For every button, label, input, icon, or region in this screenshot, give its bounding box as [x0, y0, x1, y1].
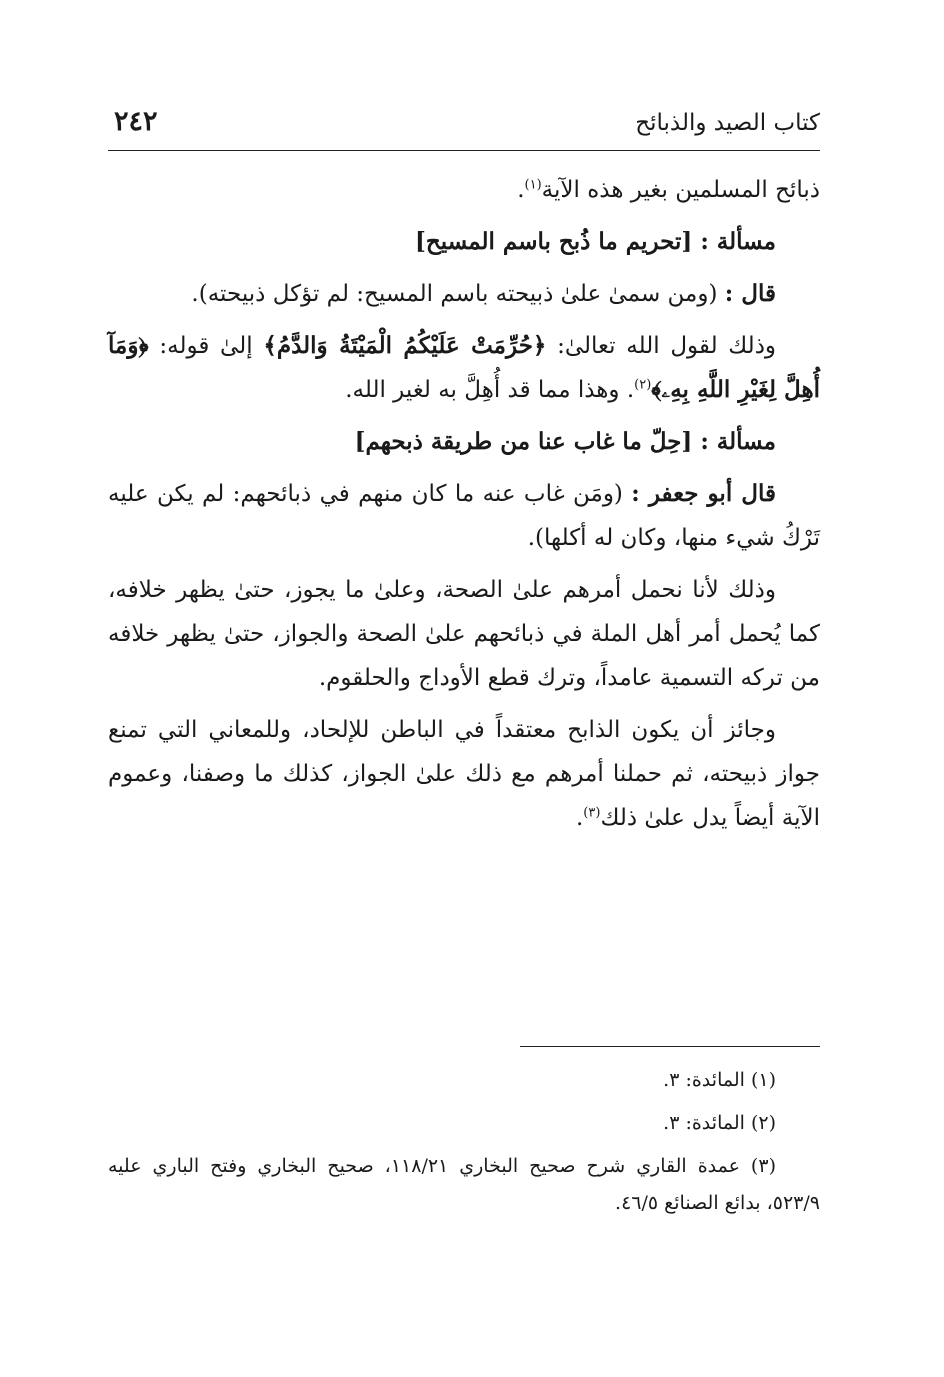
- book-page: [108, 0, 820, 1377]
- issue-label: مسألة :: [700, 428, 776, 455]
- issue-label: مسألة :: [700, 228, 776, 255]
- footnote-1: (١) المائدة: ٣.: [663, 1069, 776, 1091]
- running-title: كتاب الصيد والذبائح: [635, 110, 820, 136]
- footnotes: [108, 1062, 820, 1228]
- paragraph-quran-evidence: وذلك لقول الله تعالىٰ: ﴿حُرِّمَتْ عَلَيْكُمُ الْمَيْتَةُ وَالدَّمُ﴾ إلىٰ قوله: ﴿وَمَآ أُهِلَّ لِغَيْرِ اللَّهِ بِهِۦ﴾$^{(٢)}$. وهذا مما قد أُهِلَّ به لغير الله.: [108, 332, 820, 403]
- footnote-ref-1[interactable]: (١): [524, 177, 542, 193]
- quran-verse-1: ﴿حُرِّمَتْ عَلَيْكُمُ الْمَيْتَةُ وَالدَّمُ﴾: [263, 332, 547, 359]
- speaker-label: قال أبو جعفر :: [631, 480, 776, 507]
- paragraph-continuation: ذبائح المسلمين بغير هذه الآية$^{(١)}$.: [517, 177, 820, 203]
- page-header: [108, 104, 820, 151]
- footnote-ref-3[interactable]: (٣): [583, 805, 601, 821]
- issue-heading-2: [108, 420, 820, 464]
- quran-verse-2: ﴿وَمَآ أُهِلَّ لِغَيْرِ اللَّهِ بِهِۦ﴾: [108, 332, 820, 403]
- main-text: [108, 168, 820, 848]
- issue-title: [تحريم ما ذُبح باسم المسيح]: [415, 228, 693, 255]
- paragraph-explanation-1: وذلك لأنا نحمل أمرهم علىٰ الصحة، وعلىٰ ما يجوز، حتىٰ يظهر خلافه، كما يُحمل أمر أهل الملة في ذبائحهم علىٰ الصحة والجواز، حتىٰ يظهر خلافه من تركه التسمية عامداً، وترك قطع الأوداج والحلقوم.: [108, 577, 820, 691]
- page-number: ٢٤٢: [114, 106, 158, 137]
- issue-heading-1: [108, 220, 820, 264]
- paragraph-explanation-2: وجائز أن يكون الذابح معتقداً في الباطن للإلحاد، وللمعاني التي تمنع جواز ذبيحته، ثم حملنا أمرهم مع ذلك علىٰ الجواز، كذلك ما وصفنا، وعموم الآية أيضاً يدل علىٰ ذلك$^{(٣)}$.: [108, 717, 820, 831]
- paragraph-statement-2: قال أبو جعفر : (ومَن غاب عنه ما كان منهم في ذبائحهم: لم يكن عليه تَرْكُ شيء منها، وكان له أكلها).: [108, 480, 820, 551]
- footnote-3: (٣) عمدة القاري شرح صحيح البخاري ١١٨/٢١، صحيح البخاري وفتح الباري عليه ٥٢٣/٩، بدائع الصنائع ٤٦/٥.: [108, 1155, 820, 1214]
- footnote-2: (٢) المائدة: ٣.: [663, 1112, 776, 1134]
- footnote-ref-2[interactable]: (٢): [634, 377, 652, 393]
- footnote-separator: [520, 1046, 820, 1047]
- issue-title: [حِلّ ما غاب عنا من طريقة ذبحهم]: [354, 428, 693, 455]
- paragraph-statement-1: قال : (ومن سمىٰ علىٰ ذبيحته باسم المسيح: لم تؤكل ذبيحته).: [191, 280, 776, 307]
- speaker-label: قال :: [724, 280, 776, 307]
